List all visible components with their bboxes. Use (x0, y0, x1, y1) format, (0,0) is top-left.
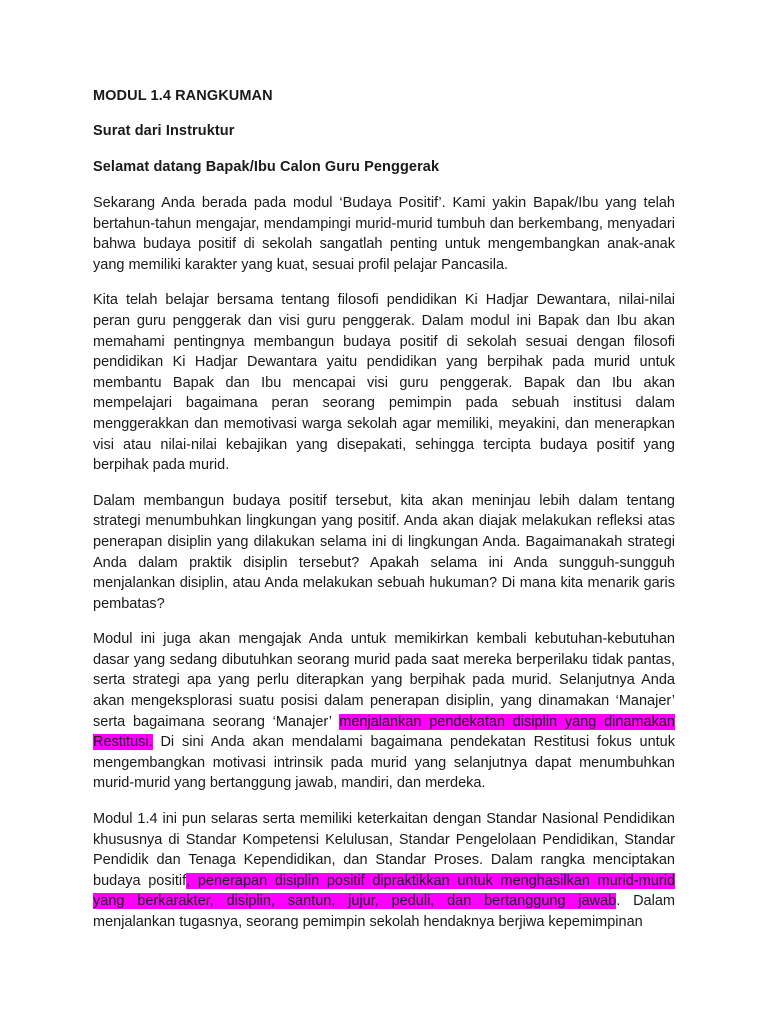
paragraph-4-text-before: Modul ini juga akan mengajak Anda untuk memikirkan kembali kebutuhan-kebutuhan dasar yang sedang dibutuhkan seorang murid pada saat mereka berperilaku tidak pantas, serta strategi apa yang perlu diterapkan yang berpihak pada murid. Selanjutnya Anda akan mengeksplorasi suatu posisi dalam penerapan disiplin, yang dinamakan ‘Manajer’ serta bagaimana seorang ‘Manajer’ (93, 631, 675, 730)
paragraph-5 (93, 809, 675, 933)
paragraph-4-highlight: menjalankan pendekatan disiplin yang dinamakan Restitusi. (93, 713, 675, 751)
paragraph-3: Dalam membangun budaya positif tersebut, kita akan meninjau lebih dalam tentang strategi menumbuhkan lingkungan yang positif. Anda akan diajak melakukan refleksi atas penerapan disiplin yang dilakukan selama ini di lingkungan Anda. Bagaimanakah strategi Anda dalam praktik disiplin tersebut? Apakah selama ini Anda sungguh-sungguh menjalankan disiplin, atau Anda melakukan sebuah hukuman? Di mana kita menarik garis pembatas? (93, 492, 675, 612)
paragraph-1: Sekarang Anda berada pada modul ‘Budaya Positif’. Kami yakin Bapak/Ibu yang telah bertahun-tahun mengajar, mendampingi murid-murid tumbuh dan berkembang, menyadari bahwa budaya positif di sekolah sangatlah penting untuk mengembangkan anak-anak yang memiliki karakter yang kuat, sesuai profil pelajar Pancasila. (93, 195, 675, 273)
document-page (93, 86, 675, 948)
paragraph-5-text-before: Modul 1.4 ini pun selaras serta memiliki keterkaitan dengan Standar Nasional Pendidikan khususnya di Standar Kompetensi Kelulusan, Standar Pengelolaan Pendidikan, Standar Pendidik dan Tenaga Kependidikan, dan Standar Proses. Dalam rangka menciptakan budaya positif (93, 811, 675, 889)
paragraph-4-text-after: Di sini Anda akan mendalami bagaimana pendekatan Restitusi fokus untuk mengembangkan motivasi intrinsik pada murid yang selanjutnya dapat menumbuhkan murid-murid yang bertanggung jawab, mandiri, dan merdeka. (93, 734, 675, 792)
paragraph-5-text-after: . Dalam menjalankan tugasnya, seorang pemimpin sekolah hendaknya berjiwa kepemimpinan (93, 893, 675, 930)
greeting-heading: Selamat datang Bapak/Ibu Calon Guru Penggerak (93, 159, 440, 175)
document-subtitle: Surat dari Instruktur (93, 123, 235, 139)
paragraph-2: Kita telah belajar bersama tentang filosofi pendidikan Ki Hadjar Dewantara, nilai-nilai peran guru penggerak dan visi guru penggerak. Dalam modul ini Bapak dan Ibu akan memahami pentingnya membangun budaya positif di sekolah sesuai dengan filosofi pendidikan Ki Hadjar Dewantara yaitu pendidikan yang berpihak pada murid untuk membantu Bapak dan Ibu mencapai visi guru penggerak. Bapak dan Ibu akan mempelajari bagaimana peran seorang pemimpin pada sebuah institusi dalam menggerakkan dan memotivasi warga sekolah agar memiliki, meyakini, dan menerapkan visi atau nilai-nilai kebajikan yang disepakati, sehingga tercipta budaya positif yang berpihak pada murid. (93, 292, 675, 474)
paragraph-4 (93, 629, 675, 794)
document-title: MODUL 1.4 RANGKUMAN (93, 88, 273, 104)
paragraph-5-highlight: , penerapan disiplin positif dipraktikkan untuk menghasilkan murid-murid yang berkarakter, disiplin, santun, jujur, peduli, dan bertanggung jawab (93, 872, 676, 910)
